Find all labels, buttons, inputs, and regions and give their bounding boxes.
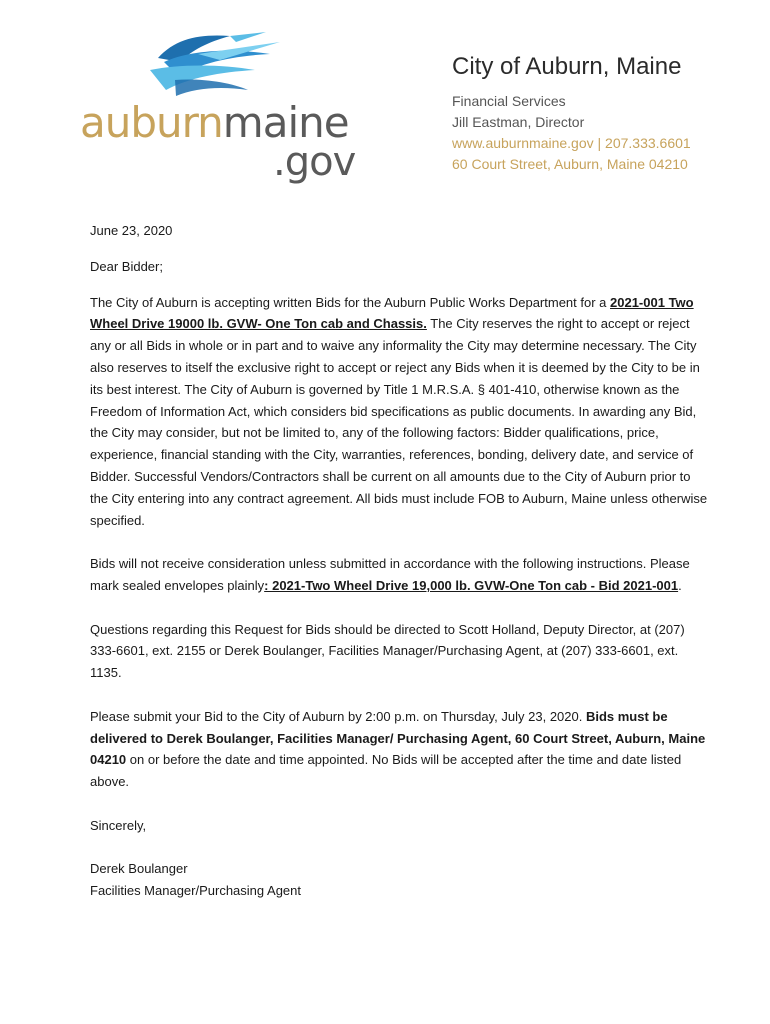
greeting: Dear Bidder; (90, 258, 163, 274)
envelope-marking: : 2021-Two Wheel Drive 19,000 lb. GVW-One Ton cab - Bid 2021-001 (264, 577, 679, 593)
signer-title: Facilities Manager/Purchasing Agent (90, 883, 302, 899)
department: Financial Services (452, 92, 566, 109)
delivery-instructions: Bids must be delivered to Derek Boulanger, Facilities Manager/ Purchasing Agent, 60 Court Street, Auburn, Maine 04210 (90, 708, 706, 768)
logo-wordmark: auburnmaine (80, 98, 349, 147)
city-title: City of Auburn, Maine (452, 53, 682, 80)
paragraph-4: Please submit your Bid to the City of Auburn by 2:00 p.m. on Thursday, July 23, 2020. Bids must be delivered to Derek Boulanger, Facilities Manager/ Purchasing Agent, 60 Court Street, Auburn, Maine 04210 on or before the date and time appointed. No Bids will be accepted after the time and date listed above. (90, 708, 706, 790)
letter-body (90, 220, 710, 902)
web-phone-link[interactable]: www.auburnmaine.gov | 207.333.6601 (452, 134, 691, 151)
signer-name: Derek Boulanger (90, 861, 188, 877)
director: Jill Eastman, Director (452, 113, 585, 130)
letterhead (452, 53, 752, 175)
address: 60 Court Street, Auburn, Maine 04210 (452, 155, 688, 172)
bid-title: 2021-001 Two Wheel Drive 19000 lb. GVW- One Ton cab and Chassis. (90, 294, 694, 332)
paragraph-1: The City of Auburn is accepting written Bids for the Auburn Public Works Department for a 2021-001 Two Wheel Drive 19000 lb. GVW- One Ton cab and Chassis. The City reserves the right to accept or reject any or all Bids in whole or in part and to waive any informality the City may determine necessary. The City also reserves to itself the exclusive right to accept or reject any Bids when it is deemed by the City to be in its best interest. The City of Auburn is governed by Title 1 M.R.S.A. § 401-410, otherwise known as the Freedom of Information Act, which considers bid specifications as public documents. In awarding any Bid, the City may consider, but not be limited to, any of the following factors: Bidder qualifications, price, experience, financial standing with the City, warranties, references, bonding, delivery date, and service of Bidder. Successful Vendors/Contractors shall be current on all amounts due to the City of Auburn prior to the City entering into any contract agreement. All bids must include FOB to Auburn, Maine unless otherwise specified. (90, 294, 708, 528)
paragraph-3: Questions regarding this Request for Bids should be directed to Scott Holland, Deputy Director, at (207) 333-6601, ext. 2155 or Derek Boulanger, Facilities Manager/Purchasing Agent, at (207) 333-6601, ext. 1135. (90, 621, 685, 681)
city-logo (80, 30, 380, 185)
closing: Sincerely, (90, 817, 147, 833)
logo-gov: .gov (273, 139, 356, 185)
paragraph-2: Bids will not receive consideration unless submitted in accordance with the following instructions. Please mark sealed envelopes plainly: 2021-Two Wheel Drive 19,000 lb. GVW-One Ton cab - Bid 2021-001. (90, 556, 690, 593)
letter-date: June 23, 2020 (90, 223, 173, 238)
